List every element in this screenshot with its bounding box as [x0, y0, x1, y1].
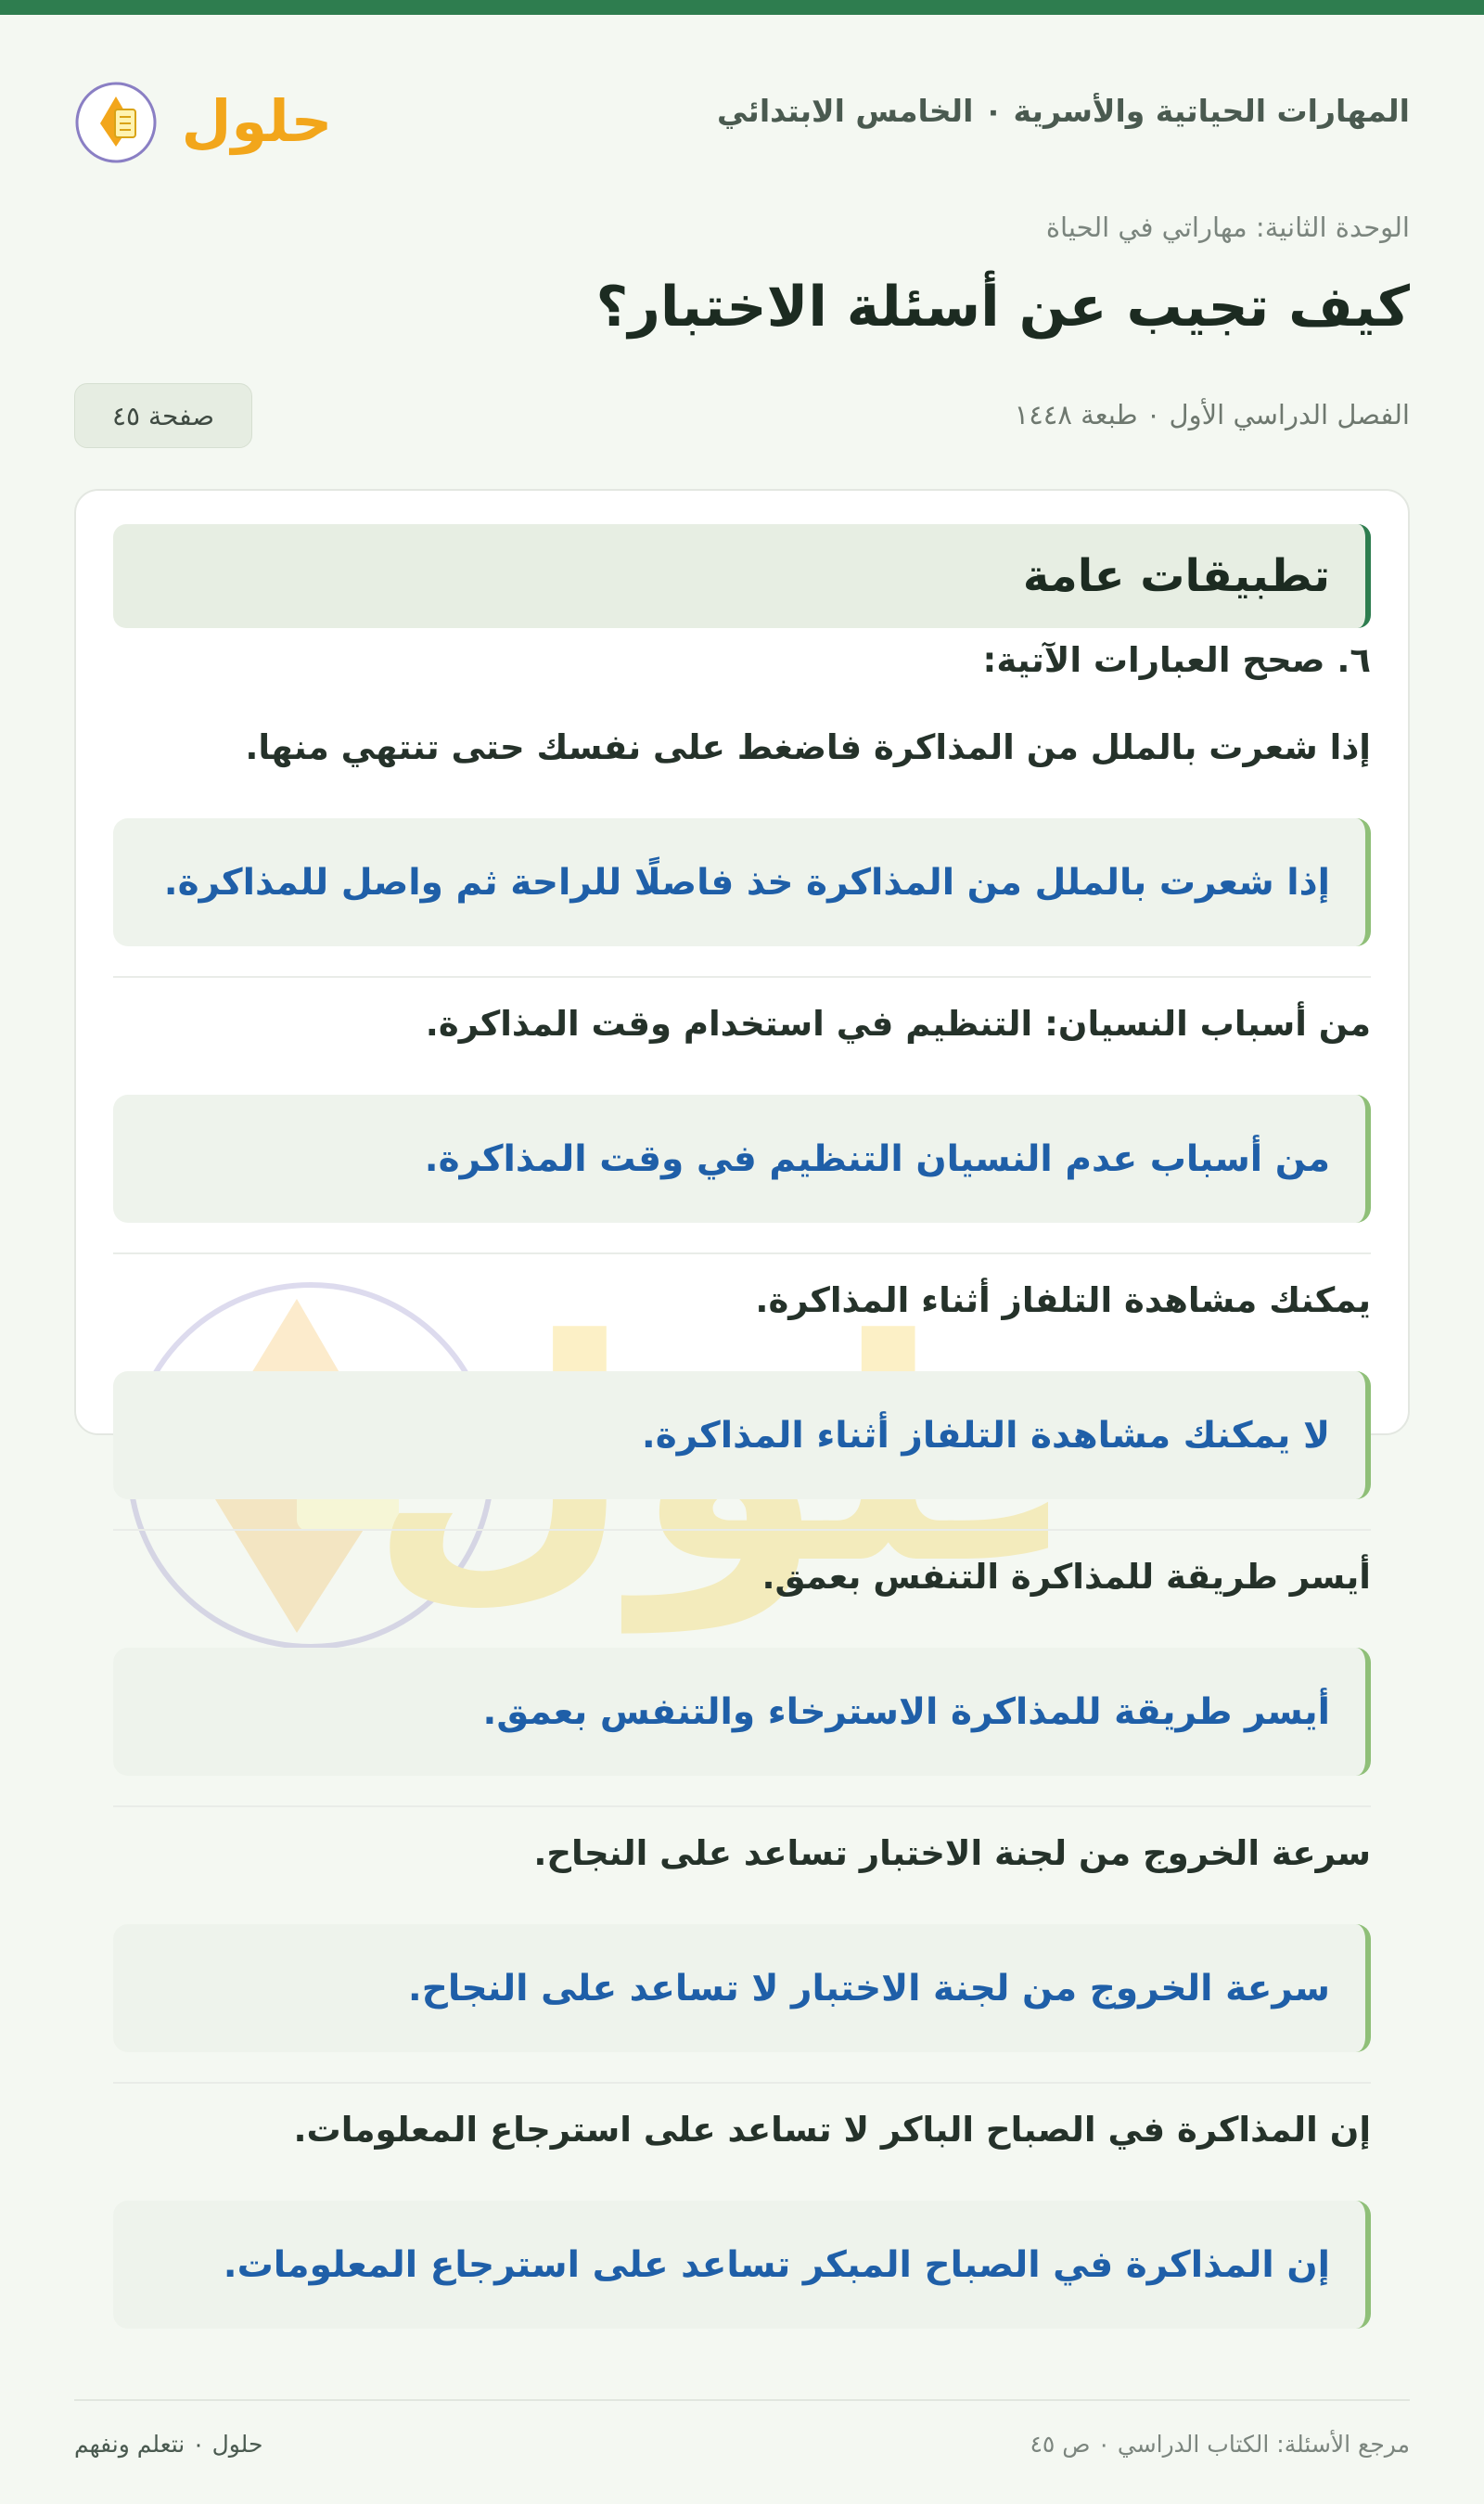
statement-text: من أسباب النسيان: التنظيم في استخدام وقت المذاكرة.	[425, 1004, 1371, 1044]
list-item	[113, 1531, 1371, 1807]
statement-text: أيسر طريقة للمذاكرة التنفس بعمق.	[761, 1557, 1371, 1597]
list-item	[113, 978, 1371, 1254]
statement-text: سرعة الخروج من لجنة الاختبار تساعد على النجاح.	[533, 1833, 1371, 1873]
subject-title: المهارات الحياتية والأسرية ٠ الخامس الابتدائي	[717, 93, 1410, 129]
section-title: تطبيقات عامة	[113, 524, 1371, 628]
page-number-badge: صفحة ٤٥	[74, 383, 252, 448]
answer-box: سرعة الخروج من لجنة الاختبار لا تساعد على النجاح.	[113, 1924, 1371, 2052]
page-header	[74, 72, 1410, 160]
answer-box: إن المذاكرة في الصباح المبكر تساعد على استرجاع المعلومات.	[113, 2201, 1371, 2329]
list-item	[113, 2084, 1371, 2360]
list-item	[113, 701, 1371, 978]
semester-edition: الفصل الدراسي الأول ٠ طبعة ١٤٤٨	[1014, 399, 1410, 430]
question-heading: ٦. صحح العبارات الآتية:	[982, 640, 1371, 680]
unit-label: الوحدة الثانية: مهاراتي في الحياة	[1045, 212, 1410, 243]
list-item	[113, 1254, 1371, 1531]
statement-text: يمكنك مشاهدة التلفاز أثناء المذاكرة.	[755, 1280, 1371, 1320]
footer-brand: حلول ٠ نتعلم ونفهم	[74, 2431, 263, 2458]
corrections-list	[113, 701, 1371, 2360]
answer-box: من أسباب عدم النسيان التنظيم في وقت المذاكرة.	[113, 1095, 1371, 1223]
answer-box: لا يمكنك مشاهدة التلفاز أثناء المذاكرة.	[113, 1371, 1371, 1499]
top-accent-bar	[0, 0, 1484, 15]
list-item	[113, 1807, 1371, 2084]
hulul-logo[interactable]	[74, 72, 343, 165]
answer-box: إذا شعرت بالملل من المذاكرة خذ فاصلًا للراحة ثم واصل للمذاكرة.	[113, 818, 1371, 946]
footer-divider	[74, 2399, 1410, 2401]
footer-reference: مرجع الأسئلة: الكتاب الدراسي ٠ ص ٤٥	[1030, 2431, 1410, 2458]
svg-text:حلول: حلول	[181, 87, 333, 155]
answer-box: أيسر طريقة للمذاكرة الاسترخاء والتنفس بعمق.	[113, 1648, 1371, 1776]
statement-text: إن المذاكرة في الصباح الباكر لا تساعد على استرجاع المعلومات.	[293, 2110, 1371, 2150]
statement-text: إذا شعرت بالملل من المذاكرة فاضغط على نفسك حتى تنتهي منها.	[245, 727, 1371, 767]
page-title: كيف تجيب عن أسئلة الاختبار؟	[595, 275, 1410, 340]
